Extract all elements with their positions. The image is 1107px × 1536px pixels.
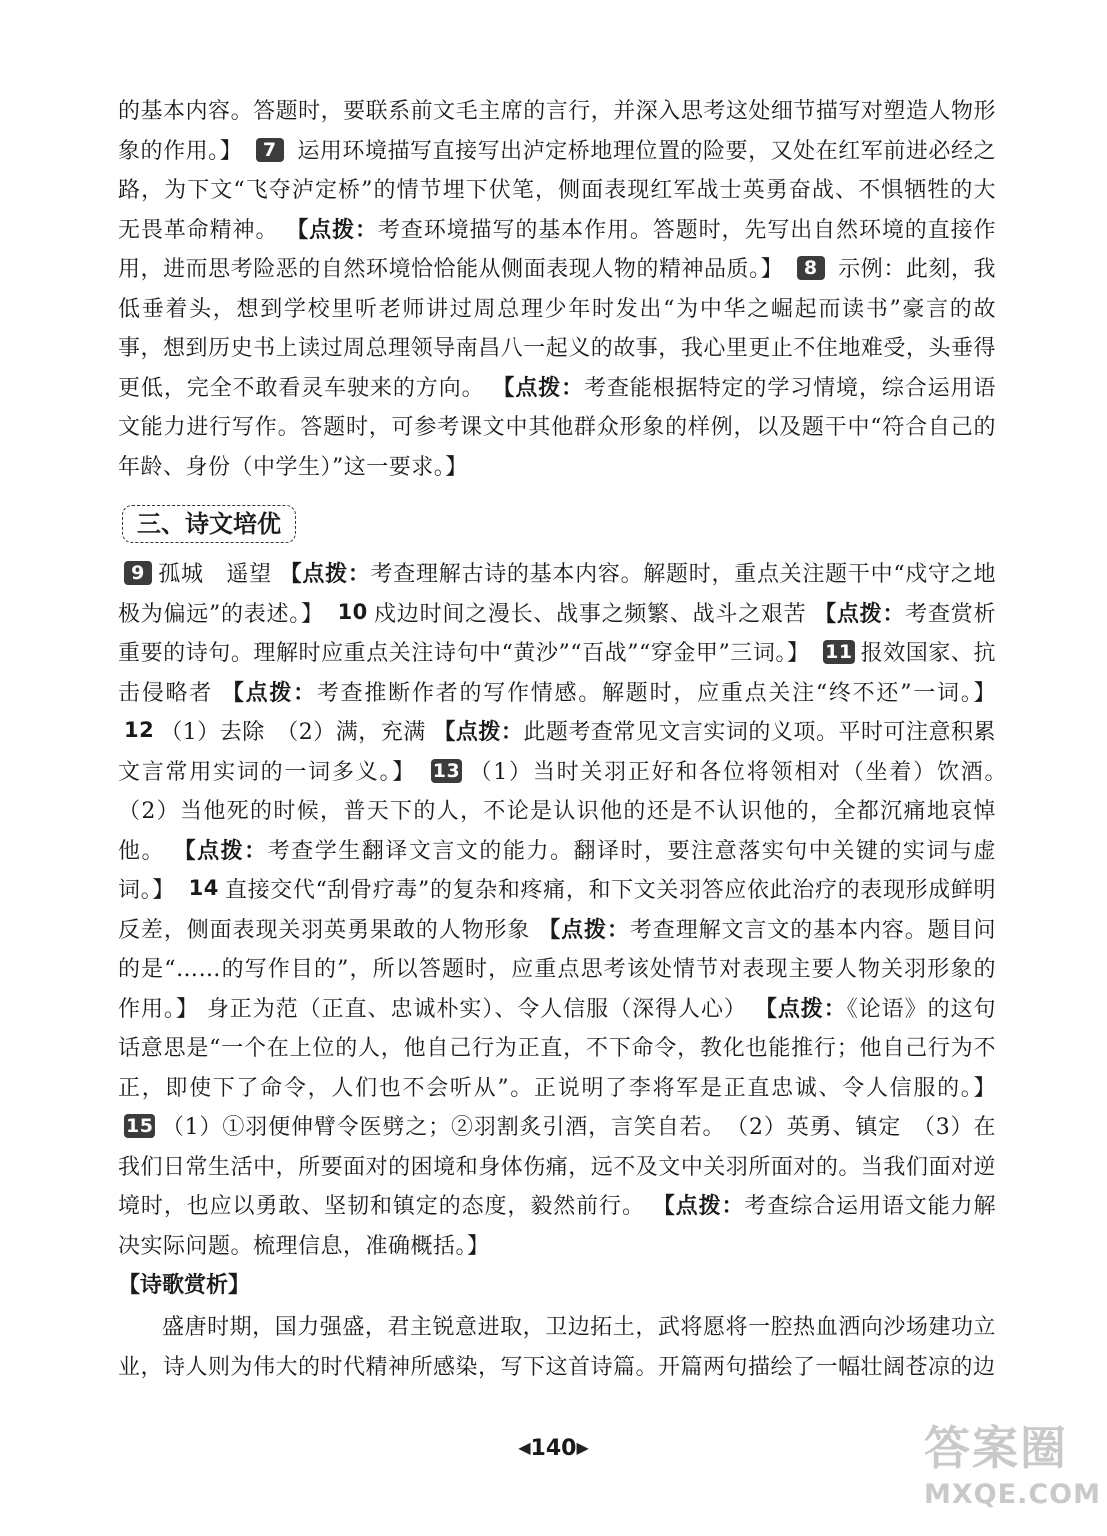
watermark-url: MXQE.COM (924, 1479, 1101, 1510)
question-number-11: 11 (825, 641, 853, 663)
question-number-13: 13 (432, 759, 461, 782)
answer-text: 直接交代“刮骨疗毒”的复杂和疼痛，和下文关羽答应依此治疗的表现形成鲜明反差，侧面表现关羽英勇果敢的人物形象 (118, 878, 996, 943)
tip-text: 考查学生翻译文言文的能力。翻译时，要注意落实句中关键的实词与虚词。】 (118, 838, 996, 903)
answer-text: （1）①羽便伸臂令医劈之；②羽割炙引酒，言笑自若。 （2）英勇、镇定 （3）在我们日常生活中，所要面对的困境和身体伤痛，远不及文中关羽所面对的。当我们面对逆境时，也应以勇敢、坚韧和镇定的态度，毅然前行。 (118, 1115, 996, 1219)
tip-label: 【点拨： (538, 917, 630, 943)
right-triangle-icon: ▶ (576, 1438, 589, 1457)
answer-text: 孤城 遥望 (158, 562, 272, 587)
tip-text: 考查赏析重要的诗句。理解时应重点关注诗句中“黄沙”“百战”“穿金甲”三词。】 (118, 601, 996, 666)
answer-block-2 (118, 555, 1019, 1266)
tip-label: 【点拨： (814, 601, 906, 627)
question-number-10: 10 (337, 599, 368, 624)
tip-text: 考查理解文言文的基本内容。题目问的是“……的写作目的”，所以答题时，应重点思考该处情节对表现主要人物关羽形象的作用。】 (118, 917, 996, 1022)
question-number-7: 7 (256, 138, 284, 162)
section-heading (122, 505, 996, 545)
answer-block-1 (118, 92, 996, 487)
tip-label: 【点拨： (492, 375, 585, 401)
answer-text: （1）去除 （2）满，充满 (160, 720, 426, 745)
answer-text: 身正为范（正直、忠诚朴实）、令人信服（深得人心） (206, 996, 747, 1022)
poem-appreciation-heading: 【诗歌赏析】 (118, 1273, 251, 1298)
left-triangle-icon: ◀ (518, 1438, 531, 1457)
tip-text: 考查环境描写的基本作用。答题时，先写出自然环境的直接作用，进而思考险恶的自然环境恰恰能从侧面表现人物的精神品质。】 (118, 217, 996, 282)
tip-label: 【点拨： (173, 838, 268, 864)
tip-label: 【点拨： (754, 996, 847, 1022)
page-content (118, 92, 1019, 1387)
question-number-12: 12 (124, 718, 155, 742)
poem-appreciation-text: 盛唐时期，国力强盛，君主锐意进取，卫边拓土，武将愿将一腔热血洒向沙场建功立业，诗人则为伟大的时代精神所感染，写下这首诗篇。开篇两句描绘了一幅壮阔苍凉的边 (118, 1315, 996, 1380)
question-number-15: 15 (126, 1115, 154, 1137)
answer-text: 示例：此刻，我低垂着头，想到学校里听老师讲过周总理少年时发出“为中华之崛起而读书”豪言的故事，想到历史书上读过周总理领导南昌八一起义的故事，我心里更止不住地难受，头垂得更低，完全不敢看灵车驶来的方向。 (118, 257, 996, 401)
tip-label: 【点拨： (652, 1194, 745, 1219)
tip-text: 考查综合运用语文能力解决实际问题。梳理信息，准确概括。】 (118, 1194, 996, 1259)
tip-text: 考查理解古诗的基本内容。解题时，重点关注题干中“戍守之地极为偏远”的表述。】 (118, 562, 996, 627)
question-number-9: 9 (124, 561, 152, 585)
question-number-8: 8 (797, 256, 825, 280)
section-title: 三、诗文培优 (122, 505, 296, 543)
answer-text: 戍边时间之漫长、战事之频繁、战斗之艰苦 (373, 601, 807, 627)
watermark-title: 答案圈 (924, 1421, 1068, 1475)
answer-text: 报效国家、抗击侵略者 (118, 641, 996, 706)
tip-text: 考查能根据特定的学习情境，综合运用语文能力进行写作。答题时，可参考课文中其他群众形象的样例，以及题干中“符合自己的年龄、身份（中学生）”这一要求。】 (118, 375, 996, 480)
tip-label: 【点拨： (286, 217, 378, 243)
tip-text: 《论语》的这句话意思是“一个在上位的人，他自己行为正直，不下命令，教化也能推行；他自己行为不正，即使下了命令，人们也不会听从”。正说明了李将军是正直忠诚、令人信服的。】 (118, 996, 997, 1101)
answer-text: （1）当时关羽正好和各位将领相对（坐着）饮酒。 （2）当他死的时候，普天下的人，不论是认识他的还是不认识他的，全都沉痛地哀悼他。 (118, 759, 1019, 864)
watermark-logo (924, 1418, 1099, 1530)
tip-label: 【点拨： (433, 720, 524, 745)
answer-text: 的基本内容。答题时，要联系前文毛主席的言行，并深入思考这处细节描写对塑造人物形象的作用。】 (118, 99, 996, 164)
tip-text: 考查推断作者的写作情感。解题时，应重点关注“终不还”一词。】 (316, 680, 996, 706)
answer-text: 运用环境描写直接写出泸定桥地理位置的险要，又处在红军前进必经之路，为下文“飞夺泸定桥”的情节埋下伏笔，侧面表现红军战士英勇奋战、不惧牺牲的大无畏革命精神。 (118, 138, 996, 243)
page-number: 140 (530, 1436, 577, 1461)
tip-label: 【点拨： (221, 680, 317, 706)
tip-label: 【点拨： (279, 562, 371, 587)
tip-text: 此题考查常见文言实词的义项。平时可注意积累文言常用实词的一词多义。】 (118, 720, 996, 785)
question-number-14: 14 (188, 876, 219, 900)
